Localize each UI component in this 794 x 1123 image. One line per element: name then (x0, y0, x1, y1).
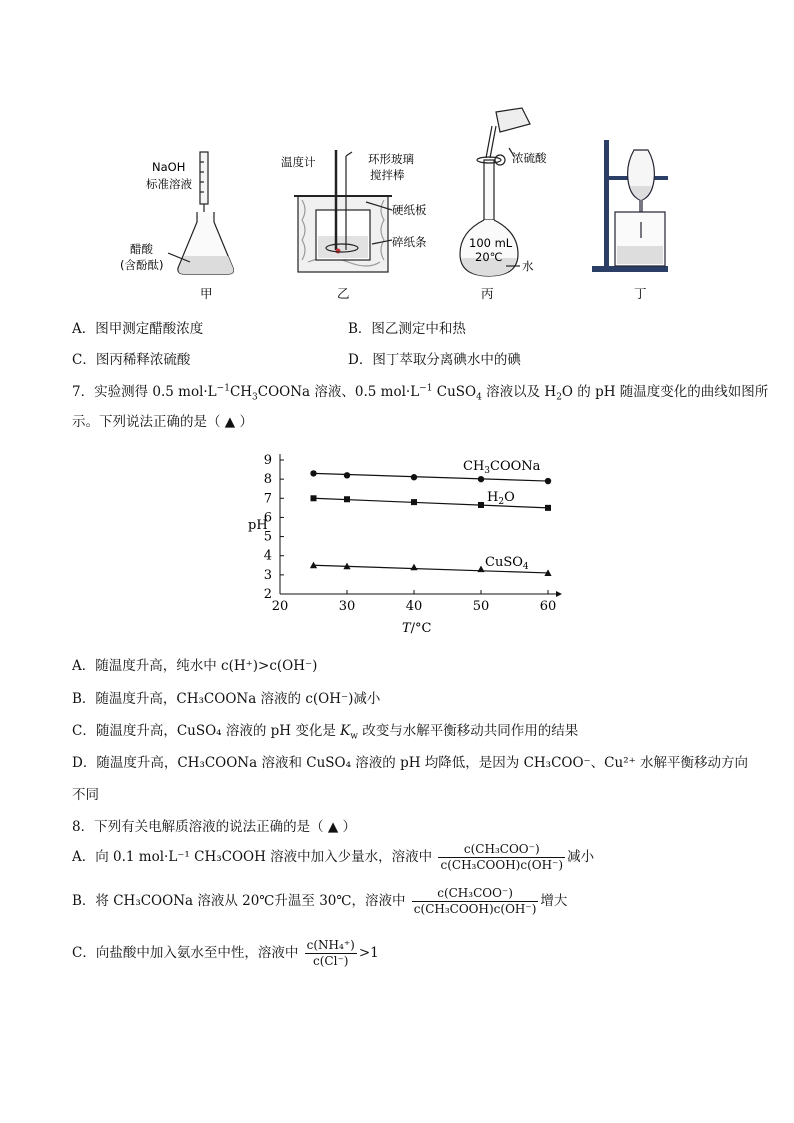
data-point (344, 496, 350, 502)
q7-stem-line-1: 7．实验测得 0.5 $mol\cdot L^{-1}CH_3COONa$ 溶液、0.5 $mol\cdot L^{-1}$ CuSO$_4$ 溶液以及 $H_2O$ 的 pH 随温度变化的曲线如图所 (72, 383, 769, 403)
y-tick-label: 4 (263, 548, 272, 564)
q8-b-fraction: $\frac{\text{c(CH₃COO⁻)}}{\text{c(CH₃COOH)c(OH⁻)}}$ (413, 886, 537, 916)
data-point (411, 499, 417, 505)
q6-option-d: D．图丁萃取分离碘水中的碘 (348, 352, 521, 368)
q6-option-b: B．图乙测定中和热 (348, 321, 466, 337)
data-point (478, 502, 484, 508)
y-axis-label: pH (248, 517, 268, 533)
q7-option-b: B．随温度升高，CH₃COONa 溶液的 c(OH⁻)减小 (72, 691, 381, 707)
q8-a-fraction: $\frac{\text{c(CH₃COO⁻)}}{\text{c(CH₃COOH)c(OH⁻)}}$ (440, 842, 564, 872)
data-point (311, 495, 317, 501)
y-tick-label: 6 (263, 510, 272, 526)
ph-temperature-chart (230, 448, 570, 643)
x-tick-label: 60 (539, 599, 557, 614)
data-point (478, 476, 484, 482)
bing-temp-label: 20℃ (475, 250, 503, 264)
caption-bing: 丙 (481, 286, 494, 301)
y-tick-label: 2 (263, 587, 272, 602)
bing-water-label: 水 (522, 259, 534, 273)
q8-option-a: A．向 0.1 mol·L⁻¹ CH₃COOH 溶液中加入少量水，溶液中 $\frac{\text{c(CH₃COO⁻)}}{\text{c(CH₃COOH)c(OH⁻)}}$ 减小 (72, 842, 595, 872)
y-tick-label: 5 (263, 529, 272, 545)
jia-indicator-label: (含酚酞) (120, 258, 164, 272)
caption-ding: 丁 (634, 286, 647, 301)
q8-option-c: C．向盐酸中加入氨水至中性，溶液中 $\frac{\text{c(NH₄⁺)}}{c(Cl^-)}$ >1 (72, 938, 379, 968)
x-tick-label: 40 (405, 599, 423, 614)
caption-yi: 乙 (337, 286, 350, 301)
q7-option-d-line-2: 不同 (72, 787, 99, 803)
data-point (310, 470, 316, 476)
jia-acetic-label: 醋酸 (130, 242, 153, 256)
data-point (545, 478, 551, 484)
data-point (411, 474, 417, 480)
q6-option-c: C．图丙稀释浓硫酸 (72, 352, 191, 368)
q8-option-b: B．将 CH₃COONa 溶液从 20℃升温至 30℃，溶液中 $\frac{\text{c(CH₃COO⁻)}}{\text{c(CH₃COOH)c(OH⁻)}}$ 增大 (72, 886, 568, 916)
q7-stem-line-2: 示。下列说法正确的是（ ▲ ） (72, 414, 253, 430)
y-tick-label: 7 (263, 491, 272, 507)
q7-option-d-line-1: D．随温度升高，CH₃COONa 溶液和 CuSO₄ 溶液的 pH 均降低，是因为 CH₃COO⁻、Cu²⁺ 水解平衡移动方向 (72, 755, 749, 771)
x-tick-label: 50 (472, 599, 490, 614)
series-label-h2o: $H_2O$ (487, 490, 515, 507)
data-point (410, 564, 417, 571)
separatory-funnel-setup (592, 140, 668, 272)
bing-volume-label: 100 mL (469, 236, 513, 250)
series-label-cuso4: CuSO$_4$ (485, 555, 529, 572)
apparatus-figure (120, 140, 680, 310)
bing-acid-label: 浓硫酸 (512, 151, 547, 165)
yi-stirrer-label-1: 环形玻璃 (368, 152, 414, 166)
caption-jia: 甲 (200, 286, 213, 301)
jia-naoh-label: NaOH (152, 160, 186, 174)
x-tick-label: 20 (271, 599, 289, 614)
q8-c-fraction: $\frac{\text{c(NH₄⁺)}}{c(Cl^-)}$ (306, 938, 355, 968)
yi-cardboard-label: 硬纸板 (392, 203, 427, 217)
data-point (344, 472, 350, 478)
y-tick-label: 3 (263, 567, 272, 583)
series-label-ch3coona: $CH_3COONa$ (463, 459, 541, 476)
q8-stem: 8．下列有关电解质溶液的说法正确的是（ ▲ ） (72, 819, 357, 835)
data-point (545, 505, 551, 511)
q6-option-a: A．图甲测定醋酸浓度 (72, 321, 204, 337)
x-tick-label: 30 (338, 599, 356, 614)
jia-standard-label: 标准溶液 (146, 177, 192, 191)
q7-option-c: C．随温度升高，CuSO₄ 溶液的 pH 变化是 $K_w$ 改变与水解平衡移动共同作用的结果 (72, 723, 579, 742)
x-axis-arrow (556, 591, 562, 597)
yi-paper-label: 碎纸条 (392, 235, 427, 249)
data-point (477, 566, 484, 573)
q7-option-a: A．随温度升高，纯水中 c(H⁺)>c(OH⁻) (72, 658, 318, 674)
y-tick-label: 8 (263, 472, 272, 488)
yi-stirrer-label-2: 搅拌棒 (370, 168, 405, 182)
yi-thermometer-label: 温度计 (281, 155, 316, 169)
y-tick-label: 9 (263, 453, 272, 468)
x-axis-label: T/°C (402, 621, 432, 636)
